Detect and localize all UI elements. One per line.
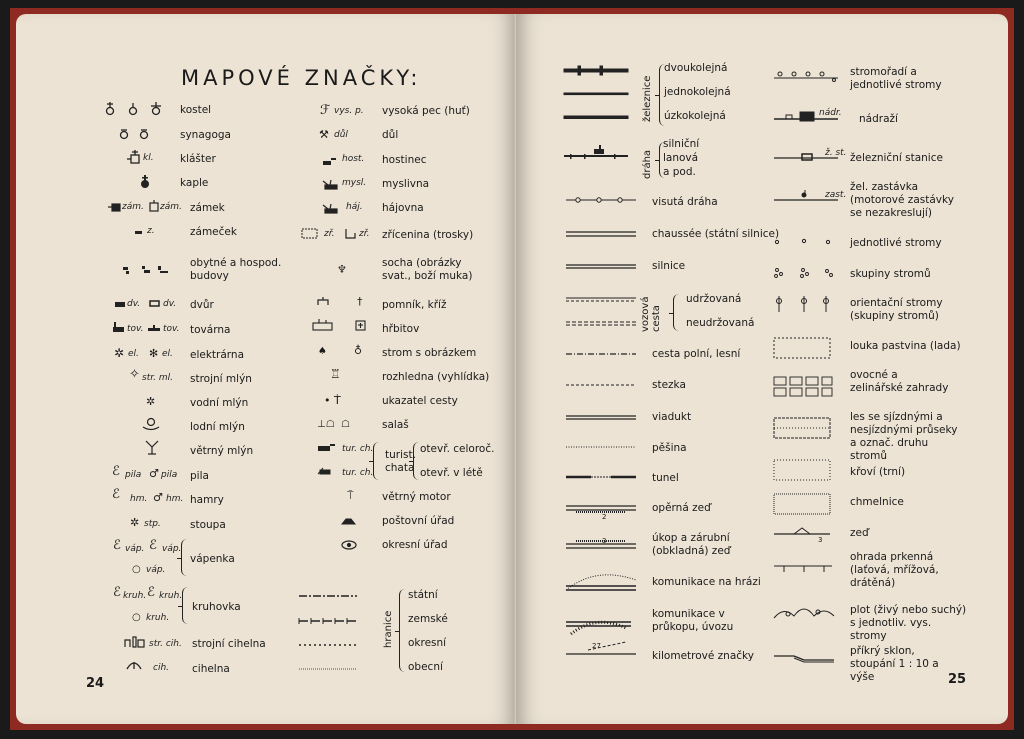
abbr-tur-ch: tur. ch. <box>342 444 374 454</box>
legend-zel-stanice: železniční stanice <box>850 152 943 164</box>
farm-outline-symbol <box>149 300 161 308</box>
legend-krovi: křoví (trní) <box>850 466 906 478</box>
brace-hranice <box>399 589 406 672</box>
num-3-zed: 3 <box>818 536 823 544</box>
legend-uzkokolejna: úzkokolejná <box>664 110 726 122</box>
legend-udrzovana: udržovaná <box>686 293 742 305</box>
abbr-z: z. <box>147 226 155 236</box>
group-label-hranice: hranice <box>383 610 394 648</box>
legend-ovocne-zahrady: ovocné a zelinářské zahrady <box>850 369 949 394</box>
legend-cesta-polni: cesta polní, lesní <box>652 348 741 360</box>
legend-myslivna: myslivna <box>382 178 430 190</box>
legend-strojni-mlyn: strojní mlýn <box>190 373 252 385</box>
brace-otevr <box>413 442 419 480</box>
brickyard-symbol <box>126 659 142 671</box>
legend-tovarna: továrna <box>190 324 231 336</box>
legend-hrbitov: hřbitov <box>382 323 420 335</box>
abbr-el-2: el. <box>162 349 173 359</box>
abbr-dv: dv. <box>127 299 141 309</box>
legend-pila: pila <box>190 470 209 482</box>
railway-symbols <box>564 66 634 126</box>
stamp-mill-symbol: ✲ <box>130 516 140 529</box>
legend-a-pod: a pod. <box>663 166 696 178</box>
district-office-symbol <box>341 540 357 550</box>
cross-symbol: † <box>357 295 363 308</box>
abbr-haj: háj. <box>346 202 363 212</box>
legend-elektrarna: elektrárna <box>190 349 245 361</box>
brace-kruhovka <box>182 587 188 624</box>
ring-kiln-symbol: ℰ <box>113 585 121 600</box>
monument-symbol <box>316 296 330 306</box>
abbr-nadr: nádr. <box>819 108 842 118</box>
farm-symbol <box>114 300 126 308</box>
steam-mill-symbol: ✧ <box>129 367 140 382</box>
monastery-symbol <box>127 150 143 164</box>
tourist-hut-summer-symbol <box>317 466 337 476</box>
castle-symbol <box>108 201 122 213</box>
ruin-symbol <box>301 228 319 240</box>
statue-symbol: ♆ <box>337 263 347 276</box>
legend-dvoukolejna: dvoukolejná <box>664 62 728 74</box>
legend-jednokolejna: jednokolejná <box>664 86 731 98</box>
legend-cihelna: cihelna <box>192 663 230 675</box>
num-27: 27 <box>592 642 601 650</box>
abbr-vap-3: váp. <box>146 565 166 575</box>
tourist-hut-symbol <box>317 443 337 453</box>
legend-les: les se sjízdnými a nesjízdnými průseky a označ. druhu stromů <box>850 411 958 462</box>
church-symbols <box>104 102 174 116</box>
legend-hamry: hamry <box>190 494 224 506</box>
hammer-mill-symbol: ℰ <box>112 487 120 502</box>
legend-stromoradi: stromořadí a jednotlivé stromy <box>850 66 942 91</box>
shepherd-hut-symbol: ⊥☖ ☖ <box>317 419 350 430</box>
legend-obecni: obecní <box>408 661 443 673</box>
legend-okresni-urad: okresní úřad <box>382 539 448 551</box>
group-label-draha: dráha <box>642 149 653 179</box>
legend-silnicni: silniční <box>663 138 700 150</box>
ship-mill-symbol <box>142 417 160 431</box>
legend-hostinec: hostinec <box>382 154 427 166</box>
legend-skupiny-stromu: skupiny stromů <box>850 268 931 280</box>
legend-chmelnice: chmelnice <box>850 496 904 508</box>
road-line-symbols <box>566 194 646 664</box>
legend-kaple: kaple <box>180 177 209 189</box>
abbr-hm: hm. <box>130 494 148 504</box>
ring-kiln-small-symbol: ○ <box>132 612 141 623</box>
furnace-symbol: ℱ <box>320 103 331 118</box>
page-number-right: 25 <box>948 672 967 687</box>
hammer-mill-small-symbol: ♂ <box>153 491 163 504</box>
brace-turist <box>373 442 379 480</box>
wind-engine-symbol: ⍑ <box>347 489 354 502</box>
legend-zricenina: zřícenina (trosky) <box>382 229 474 241</box>
legend-ukazatel-cesty: ukazatel cesty <box>382 395 458 407</box>
legend-vetrny-mlyn: větrný mlýn <box>190 445 254 457</box>
abbr-hm-2: hm. <box>166 494 184 504</box>
factory-small-symbol <box>147 324 161 332</box>
border-line-symbols <box>299 591 359 676</box>
sawmill-symbol: ℰ <box>112 464 120 479</box>
signpost-symbol: • Ṫ <box>324 394 341 407</box>
water-mill-symbol: ✲ <box>146 395 156 408</box>
brickworks-symbol <box>124 635 146 649</box>
abbr-vys-p: vys. p. <box>334 106 364 116</box>
page-number-left: 24 <box>86 676 105 691</box>
abbr-vap-2: váp. <box>162 544 182 554</box>
legend-plot: plot (živý nebo suchý) s jednotliv. vys. stromy <box>850 604 967 642</box>
abbr-el: el. <box>128 349 139 359</box>
legend-silnice: silnice <box>652 260 686 272</box>
legend-strom-s-obrazkem: strom s obrázkem <box>382 347 477 359</box>
vozova-cesta-text: vozová cesta <box>640 296 662 332</box>
legend-vetrny-motor: větrný motor <box>382 491 451 503</box>
left-page <box>16 14 516 724</box>
legend-lodni-mlyn: lodní mlýn <box>190 421 245 433</box>
legend-postovni-urad: poštovní úřad <box>382 515 455 527</box>
legend-operna-zed: opěrná zeď <box>652 502 711 514</box>
abbr-zast: zast. <box>825 190 847 200</box>
lookout-tower-symbol: ♖ <box>330 367 341 381</box>
castle-ruin-symbol <box>149 200 159 212</box>
legend-obytne-budovy: obytné a hospod. budovy <box>190 257 282 282</box>
legend-viadukt: viadukt <box>652 411 692 423</box>
legend-strojni-cihelna: strojní cihelna <box>192 638 266 650</box>
lime-kiln-small-symbol: ○ <box>132 564 141 575</box>
legend-rozhledna: rozhledna (vyhlídka) <box>382 371 490 383</box>
legend-ohrada: ohrada prkenná (laťová, mřížová, drátěná) <box>850 551 939 589</box>
power-plant-small-symbol: ✻ <box>149 347 159 360</box>
legend-pesina: pěšina <box>652 442 687 454</box>
legend-zed: zeď <box>850 527 869 539</box>
abbr-zr-2: zř. <box>359 229 370 239</box>
legend-komunikace-pruukop: komunikace v průkopu, úvozu <box>652 608 734 633</box>
windmill-symbol <box>145 440 159 456</box>
mine-symbol: ⚒ <box>319 128 329 141</box>
legend-turist-chata: turist. chata <box>385 449 416 474</box>
abbr-pila-2: pila <box>161 470 178 480</box>
legend-neudrzovana: neudržovaná <box>686 317 755 329</box>
abbr-tov: tov. <box>127 324 144 334</box>
post-office-symbol <box>341 516 359 526</box>
abbr-kruh: kruh. <box>123 591 147 601</box>
right-page <box>516 14 1008 724</box>
abbr-dul: důl <box>334 130 348 140</box>
legend-stoupa: stoupa <box>190 519 226 531</box>
legend-zamek: zámek <box>190 202 225 214</box>
legend-otevr-v-lete: otevř. v létě <box>420 467 483 479</box>
abbr-vap: váp. <box>125 544 145 554</box>
buildings-symbols <box>122 264 172 276</box>
legend-lanova: lanová <box>663 152 699 164</box>
open-book <box>10 8 1014 730</box>
abbr-host: host. <box>342 154 365 164</box>
lodge-symbol <box>322 180 340 192</box>
abbr-kruh-2: kruh. <box>159 591 183 601</box>
group-label-zeleznice: železnice <box>642 75 653 122</box>
legend-visuta-draha: visutá dráha <box>652 196 718 208</box>
legend-jednotlive-stromy: jednotlivé stromy <box>850 237 942 249</box>
abbr-pila: pila <box>125 470 142 480</box>
legend-zel-zastavka: žel. zastávka (motorové zastávky se nezakreslují) <box>850 181 954 219</box>
legend-louka: louka pastvina (lada) <box>850 340 961 352</box>
legend-klaster: klášter <box>180 153 216 165</box>
tree-shrine-symbol: ♠ <box>318 346 327 357</box>
abbr-z-st: ž. st. <box>825 148 847 158</box>
legend-pomnik: pomník, kříž <box>382 299 447 311</box>
synagogue-symbols <box>119 128 159 140</box>
legend-orientacni-stromy: orientační stromy (skupiny stromů) <box>850 297 943 322</box>
num-3: 3 <box>602 537 607 545</box>
chapel-symbol <box>140 175 150 189</box>
legend-synagoga: synagoga <box>180 129 231 141</box>
factory-symbol <box>112 322 126 334</box>
abbr-zr: zř. <box>324 229 335 239</box>
legend-dvur: dvůr <box>190 299 214 311</box>
legend-zemske: zemské <box>408 613 448 625</box>
legend-vapenka: vápenka <box>190 553 235 565</box>
lime-kiln-symbol: ℰ <box>113 538 121 553</box>
brace-vapenka <box>181 539 187 576</box>
abbr-str-ml: str. ml. <box>142 373 173 383</box>
abbr-dv-2: dv. <box>163 299 177 309</box>
legend-ukop: úkop a zárubní (obkladná) zeď <box>652 532 731 557</box>
power-plant-symbol: ✲ <box>114 346 125 360</box>
brace-vozova-cesta <box>673 294 679 331</box>
tree-shrine-small-symbol: ♁ <box>354 344 363 357</box>
cemetery-small-symbol <box>355 320 367 332</box>
legend-chaussee: chaussée (státní silnice) <box>652 228 780 240</box>
tram-line-symbol <box>564 145 634 161</box>
legend-kruhovka: kruhovka <box>192 601 241 613</box>
legend-vodni-mlyn: vodní mlýn <box>190 397 249 409</box>
legend-kilometrove-znacky: kilometrové značky <box>652 650 754 662</box>
legend-vysoka-pec: vysoká pec (huť) <box>382 105 470 117</box>
legend-statni: státní <box>408 589 438 601</box>
legend-dul: důl <box>382 129 399 141</box>
page-title: MAPOVÉ ZNAČKY: <box>181 66 422 90</box>
ruin-small-symbol <box>345 228 357 240</box>
ring-kiln-symbol-2: ℰ <box>147 585 155 600</box>
legend-okresni: okresní <box>408 637 447 649</box>
legend-prikry-sklon: příkrý sklon, stoupání 1 : 10 a výše <box>850 645 939 683</box>
legend-salas: salaš <box>382 419 409 431</box>
num-2: 2 <box>602 513 607 521</box>
lime-kiln-symbol-2: ℰ <box>149 538 157 553</box>
legend-nadrazi: nádraží <box>859 113 898 125</box>
sawmill-small-symbol: ♂ <box>149 467 159 480</box>
group-label-vozova-cesta <box>640 296 662 332</box>
abbr-zam-2: zám. <box>160 202 182 212</box>
legend-otevr-celoroc: otevř. celoroč. <box>420 443 495 455</box>
forester-house-symbol <box>322 204 340 216</box>
legend-zamecek: zámeček <box>190 226 237 238</box>
small-castle-symbol <box>134 230 144 236</box>
legend-stezka: stezka <box>652 379 686 391</box>
abbr-str-cih: str. cih. <box>149 639 182 649</box>
cemetery-symbol <box>312 319 334 331</box>
abbr-tur-ch-2: tur. ch. <box>342 468 374 478</box>
legend-socha: socha (obrázky svat., boží muka) <box>382 257 473 282</box>
abbr-mysl: mysl. <box>342 178 367 188</box>
abbr-zam: zám. <box>122 202 144 212</box>
legend-tunel: tunel <box>652 472 679 484</box>
abbr-stp: stp. <box>144 519 161 529</box>
abbr-tov-2: tov. <box>163 324 180 334</box>
abbr-kruh-3: kruh. <box>146 613 170 623</box>
legend-hajovna: hájovna <box>382 202 424 214</box>
abbr-cih: cih. <box>153 663 170 673</box>
inn-symbol <box>322 157 340 167</box>
legend-kostel: kostel <box>180 104 212 116</box>
legend-komunikace-hraz: komunikace na hrázi <box>652 576 761 588</box>
abbr-kl: kl. <box>143 153 154 163</box>
